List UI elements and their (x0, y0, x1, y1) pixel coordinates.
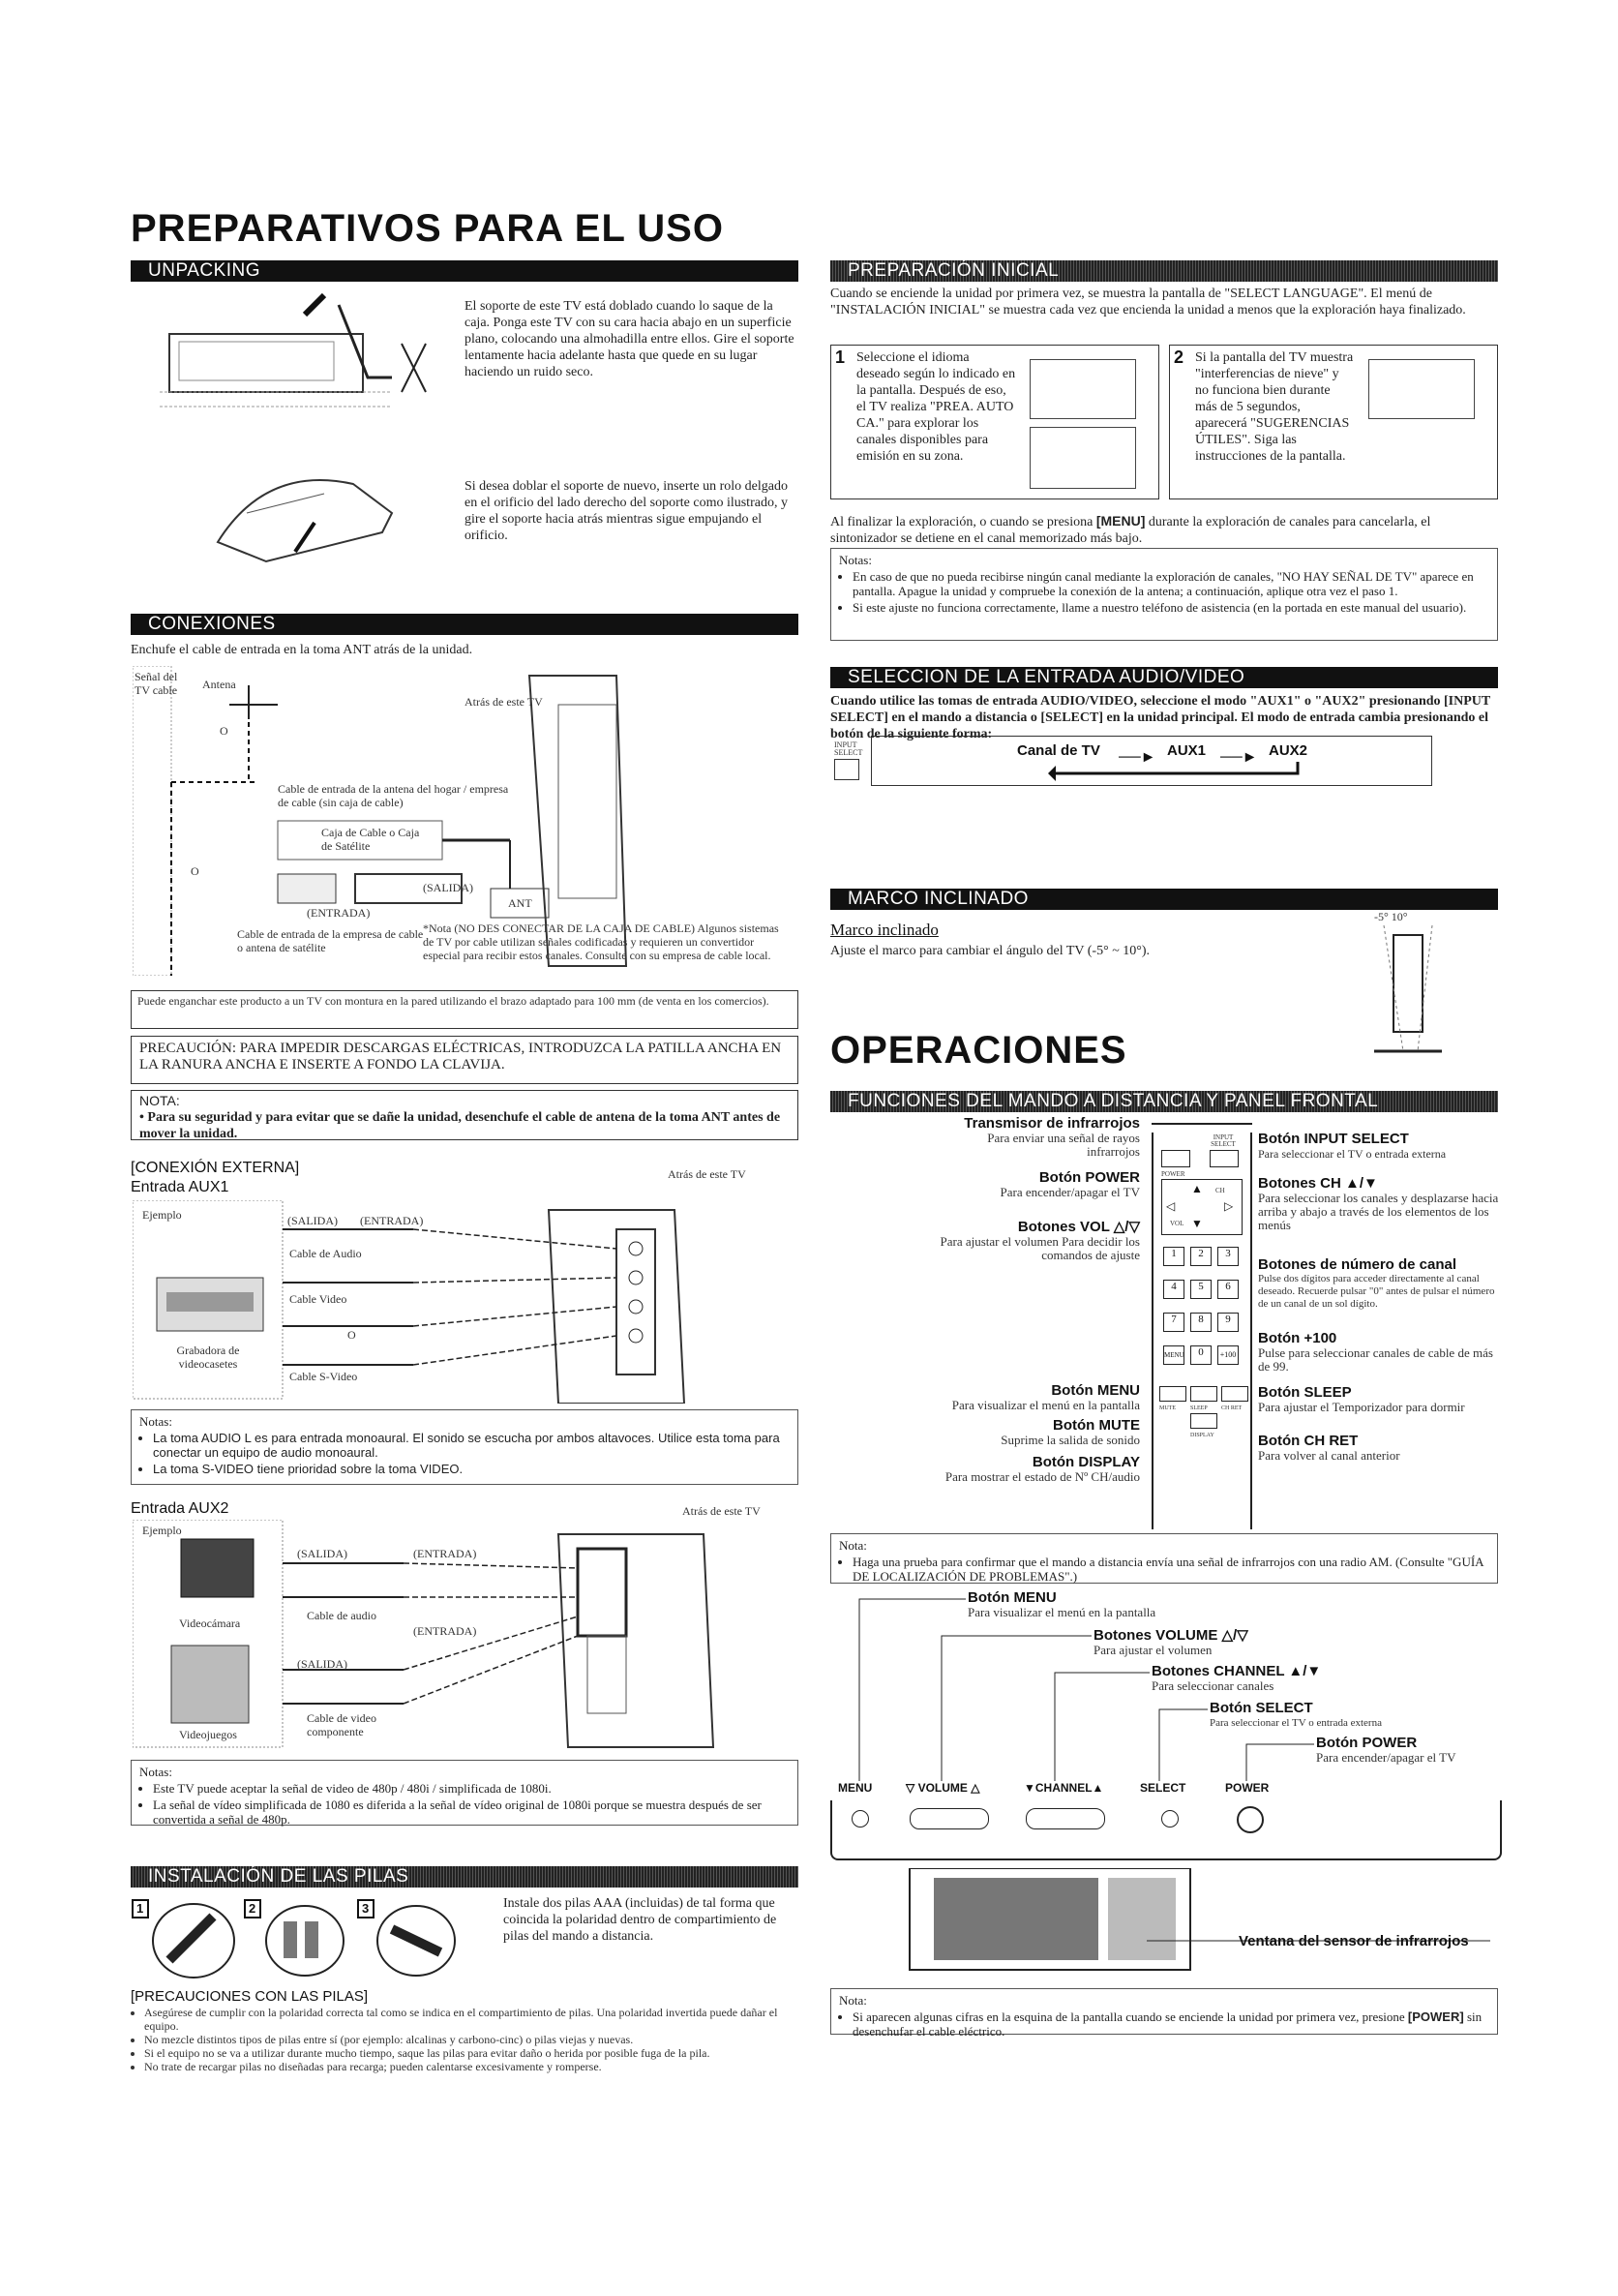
tv-cable-signal-label: Señal del TV cable (135, 670, 178, 697)
sleep-label: SLEEP (1190, 1405, 1208, 1411)
aux2-example-label: Ejemplo (142, 1524, 182, 1537)
back-tv-label: Atrás de este TV (464, 695, 543, 709)
remote-control (1152, 1133, 1252, 1529)
remote-note: Nota: • Haga una prueba para confirmar que el mando a distancia envía una señal de infrarrojos con una radio AM. (Consulte "GUÍA DE LOCALIZACIÓN DE PROBLEMAS".) (830, 1533, 1498, 1584)
company-cable-label: Cable de entrada de la empresa de cable o antena de satélite (237, 927, 424, 954)
number-pad (1163, 1247, 1241, 1382)
gaming-label: Videojuegos (179, 1728, 237, 1741)
functions-header: FUNCIONES DEL MANDO A DISTANCIA Y PANEL FRONTAL (830, 1091, 1498, 1112)
remote-input-select-button[interactable] (1210, 1150, 1239, 1167)
panel-callout-select: Botón SELECT Para seleccionar el TV o entrada externa (1210, 1700, 1382, 1729)
home-antenna-cable-label: Cable de entrada de la antena del hogar / empresa de cable (sin caja de cable) (278, 782, 509, 809)
input-flow-box (871, 736, 1432, 786)
aux1-or-label: O (347, 1328, 356, 1342)
panel-channel-buttons[interactable] (1026, 1808, 1105, 1829)
vcr-label: Grabadora de videocasetes (176, 1344, 240, 1371)
unpacking-text-1: El soporte de este TV está doblado cuando lo saque de la caja. Ponga este TV con su cara hacia abajo en un superficie plano, colocando una almohadilla entre ellos. Gire el soporte lentamente hacia adelante hasta que quede en su lugar haciendo un ruido seco. (464, 299, 794, 379)
ant-label: ANT (508, 896, 532, 910)
ch-down-button[interactable]: ▼ (1191, 1217, 1203, 1230)
aux2-title: Entrada AUX2 (131, 1500, 229, 1517)
key-1[interactable]: 1 (1163, 1247, 1184, 1266)
remote-input-select-label: INPUT SELECT (1211, 1133, 1236, 1148)
power-note: Nota: • Si aparecen algunas cifras en la esquina de la pantalla cuando se enciende la unidad por primera vez, presione [POWER] sin desenchufar el cable eléctrico. (830, 1988, 1498, 2035)
panel-power-label: POWER (1225, 1781, 1270, 1795)
av-selection-header: SELECCION DE LA ENTRADA AUDIO/VIDEO (830, 667, 1498, 688)
step-1-text: Seleccione el idioma deseado según lo indicado en la pantalla. Después de eso, el TV realiza "PREA. AUTO CA." para explorar los canales disponibles para emisión en su zona. (856, 350, 1016, 464)
key-4[interactable]: 4 (1163, 1280, 1184, 1299)
remote-right-labels: Botón INPUT SELECT Para seleccionar el TV o entrada externa Botones CH ▲/▼ Para seleccionar los canales y desplazarse hacia arriba y abajo a través de los elementos de los menús Botones de número de canal Pulse dos dígitos para acceder directamente al canal deseado. Recuerde pulsar "0" antes de pulsar el número de un canal de un sol dígito. Botón +100 Pulse para seleccionar canales de cable de más de 99. Botón SLEEP Para ajustar el Temporizador para dormir Botón CH RET Para volver al canal anterior (1258, 1131, 1499, 1463)
panel-channel-label: ▼CHANNEL▲ (1024, 1781, 1104, 1795)
aux2-diagram (133, 1520, 798, 1752)
battery-text: Instale dos pilas AAA (incluidas) de tal forma que coincida la polaridad dentro de compartimiento de pilas del mando a distancia. (503, 1896, 777, 1944)
display-label: DISPLAY (1190, 1433, 1214, 1438)
aux2-input-label-2: (ENTRADA) (413, 1624, 477, 1638)
battery-header: INSTALACIÓN DE LAS PILAS (131, 1866, 798, 1888)
flow-aux1: AUX1 (1167, 742, 1207, 759)
key-9[interactable]: 9 (1217, 1313, 1239, 1332)
step-3-number: 3 (362, 1901, 370, 1916)
after-scan-text: Al finalizar la exploración, o cuando se presiona [MENU] durante la exploración de canales para cancelarla, el sintonizador se detiene en el canal memorizado más bajo. (830, 513, 1431, 546)
vol-down-button[interactable]: ◁ (1166, 1199, 1176, 1213)
input-select-key-label: INPUT SELECT (834, 740, 863, 757)
aux2-back-label: Atrás de este TV (682, 1504, 761, 1518)
panel-menu-label: MENU (838, 1781, 873, 1795)
panel-menu-button[interactable] (852, 1810, 869, 1828)
video-cable-label: Cable Video (289, 1292, 347, 1306)
or-label-1: O (220, 724, 228, 738)
key-6[interactable]: 6 (1217, 1280, 1239, 1299)
step-1-box (830, 345, 1159, 499)
tilt-angles: -5° 10° (1374, 910, 1408, 923)
tips-screen-thumbnail (1368, 359, 1475, 419)
or-label-2: O (191, 864, 199, 878)
mute-label: MUTE (1159, 1405, 1176, 1411)
external-connection-title: [CONEXIÓN EXTERNA] (131, 1160, 300, 1176)
aux2-notes: Notas: • Este TV puede aceptar la señal de video de 480p / 480i / simplificada de 1080i. • La señal de vídeo simplificada de 1080 es diferida a la señal de vídeo original de 1080i porque se muestra después de ser convertida a señal de 480p. (131, 1760, 798, 1826)
operations-title: OPERACIONES (830, 1029, 1127, 1072)
av-selection-text: Cuando utilice las tomas de entrada AUDIO/VIDEO, seleccione el modo "AUX1" o "AUX2" presionando [INPUT SELECT] en el mando a distancia o [SELECT] en la unidad principal. El modo de entrada cambia presionando el botón de la siguiente forma: (830, 694, 1490, 741)
step-2-text: Si la pantalla del TV muestra "interferencias de nieve" y no funciona bien durante más de 5 segundos, aparecerá "SUGERENCIAS ÚTILES". Siga las instrucciones de la pantalla. (1195, 350, 1354, 464)
flow-return-arrow (1046, 762, 1317, 781)
battery-precautions-title: [PRECAUCIONES CON LAS PILAS] (131, 1988, 369, 2005)
chret-label: CH RET (1221, 1405, 1243, 1411)
aux1-example-label: Ejemplo (142, 1208, 182, 1222)
flow-aux2: AUX2 (1269, 742, 1308, 759)
output-label: (SALIDA) (423, 881, 473, 894)
remote-left-labels: Transmisor de infrarrojos Para enviar una señal de rayos infrarrojos Botón POWER Para encender/apagar el TV Botones VOL △/▽ Para ajustar el volumen Para decidir los comandos de ajuste Botón MENU Para visualizar el menú en la pantalla Botón MUTE Suprime la salida de sonido Botón DISPLAY Para mostrar el estado de Nº CH/audio (940, 1115, 1140, 1484)
step-1-number: 1 (136, 1901, 144, 1916)
tilt-title: Marco inclinado (830, 921, 939, 939)
antenna-label: Antena (202, 678, 236, 691)
flow-arrow-2: ──► (1220, 749, 1258, 766)
scan-screen-thumbnail (1030, 427, 1136, 489)
key-3[interactable]: 3 (1217, 1247, 1239, 1266)
step-2-box (1169, 345, 1498, 499)
flow-arrow-1: ──► (1119, 749, 1156, 766)
front-panel-labels (830, 1781, 1363, 1800)
preparation-intro: Cuando se enciende la unidad por primera vez, se muestra la pantalla de "SELECT LANGUAGE". El menú de "INSTALACIÓN INICIAL" se muestra cada vez que encienda la unidad a menos que la exploración haya finalizado. (830, 287, 1466, 317)
aux1-input-label: (ENTRADA) (360, 1214, 424, 1227)
key-5[interactable]: 5 (1190, 1280, 1212, 1299)
tilt-text: Ajuste el marco para cambiar el ángulo del TV (-5° ~ 10°). (830, 944, 1151, 958)
preparation-notes: Notas: • En caso de que no pueda recibirse ningún canal mediante la exploración de canales, "NO HAY SEÑAL DE TV" aparece en pantalla. Apague la unidad y compruebe la conexión de la antena; a continuación, aplique otra vez el paso 1. • Si este ajuste no funciona correctamente, llame a nuestro teléfono de asistencia (en la portada en este manual del usuario). (830, 548, 1498, 641)
remote-power-button[interactable] (1161, 1150, 1190, 1167)
aux1-notes: Notas: • La toma AUDIO L es para entrada monoaural. El sonido se escucha por ambos altavoces. Utilice esta toma para conectar un equipo de audio monoaural. • La toma S-VIDEO tiene prioridad sobre la toma VIDEO. (131, 1409, 798, 1485)
key-menu[interactable]: MENU (1163, 1345, 1184, 1365)
antenna-diagram (133, 666, 798, 976)
stand-fold-illustration (208, 455, 402, 571)
remote-ch-label: CH (1215, 1187, 1225, 1194)
unpacking-illustration (160, 286, 440, 421)
nota-box: NOTA: • Para su seguridad y para evitar que se dañe la unidad, desenchufe el cable de antena de la toma ANT antes de mover la unidad. (131, 1090, 798, 1140)
vol-up-button[interactable]: ▷ (1224, 1199, 1234, 1213)
unpacking-text-2: Si desea doblar el soporte de nuevo, inserte un rolo delgado en el orificio del lado derecho del soporte como ilustrado, y gire el soporte hacia atrás mientras sigue empujando el orificio. (464, 479, 788, 543)
front-panel (830, 1800, 1502, 1860)
panel-select-button[interactable] (1161, 1810, 1179, 1828)
tilt-header: MARCO INCLINADO (830, 889, 1498, 910)
aux2-audio-cable-label: Cable de audio (307, 1609, 376, 1622)
step-2-label: 2 (1174, 347, 1184, 367)
remote-power-label: POWER (1161, 1170, 1185, 1178)
key-ch-ret[interactable] (1221, 1386, 1248, 1402)
caution-box: PRECAUCIÓN: PARA IMPEDIR DESCARGAS ELÉCTRICAS, INTRODUZCA LA PATILLA ANCHA EN LA RANURA ANCHA E INSERTE A FONDO LA CLAVIJA. (131, 1036, 798, 1084)
key-sleep[interactable] (1190, 1386, 1217, 1402)
panel-callout-menu: Botón MENU Para visualizar el menú en la pantalla (968, 1589, 1156, 1619)
input-label: (ENTRADA) (307, 906, 371, 920)
key-plus100[interactable]: +100 (1217, 1345, 1239, 1365)
battery-illustration (131, 1892, 479, 1981)
ch-up-button[interactable]: ▲ (1191, 1182, 1203, 1195)
key-display[interactable] (1190, 1413, 1217, 1429)
aux1-title: Entrada AUX1 (131, 1179, 229, 1195)
bottom-keys (1159, 1386, 1246, 1438)
svideo-cable-label: Cable S-Video (289, 1370, 358, 1383)
panel-select-label: SELECT (1140, 1781, 1186, 1795)
preparation-header: PREPARACIÓN INICIAL (830, 260, 1498, 282)
aux1-output-label: (SALIDA) (287, 1214, 338, 1227)
remote-dpad (1161, 1179, 1243, 1235)
flow-tv: Canal de TV (1017, 742, 1100, 759)
remote-vol-label: VOL (1170, 1220, 1184, 1227)
cable-box-label: Caja de Cable o Caja de Satélite (321, 826, 420, 853)
panel-power-button[interactable] (1237, 1806, 1264, 1833)
conexiones-header: CONEXIONES (131, 614, 798, 635)
step-1-label: 1 (835, 347, 846, 367)
panel-leader-lines (830, 1597, 1372, 1791)
battery-precautions-list: • Asegúrese de cumplir con la polaridad correcta tal como se indica en el compartimiento de pilas. Una polaridad invertida puede dañar el equipo. • No mezcle distintos tipos de pilas entre sí (por ejemplo: alcalinas y carbono-cinc) o pilas viejas y nuevas. • Si el equipo no se va a utilizar durante mucho tiempo, saque las pilas para evitar daño o herida por posible fuga de la pila. • No trate de recargar pilas no diseñadas para recarga; pueden calentarse excesivamente y romperse. (131, 2006, 812, 2073)
key-2[interactable]: 2 (1190, 1247, 1212, 1266)
aux1-diagram (133, 1200, 798, 1404)
aux2-output-label: (SALIDA) (297, 1547, 347, 1560)
panel-volume-label: ▽ VOLUME △ (906, 1781, 980, 1795)
panel-callout-volume: Botones VOLUME △/▽ Para ajustar el volumen (1094, 1627, 1248, 1657)
ir-sensor-label: Ventana del sensor de infrarrojos (1239, 1933, 1469, 1949)
panel-callout-channel: Botones CHANNEL ▲/▼ Para seleccionar canales (1152, 1663, 1322, 1693)
panel-callout-power: Botón POWER Para encender/apagar el TV (1316, 1735, 1456, 1765)
language-screen-thumbnail (1030, 359, 1136, 419)
component-cable-label: Cable de video componente (307, 1711, 376, 1738)
key-mute[interactable] (1159, 1386, 1186, 1402)
tv-front-illustration (890, 1868, 1510, 1975)
unpacking-header: UNPACKING (131, 260, 798, 282)
aux2-input-label: (ENTRADA) (413, 1547, 477, 1560)
aux2-output-label-2: (SALIDA) (297, 1657, 347, 1671)
key-8[interactable]: 8 (1190, 1313, 1212, 1332)
camcorder-label: Videocámara (179, 1616, 241, 1630)
audio-cable-label: Cable de Audio (289, 1247, 362, 1260)
input-select-key (834, 759, 859, 780)
wall-mount-note: Puede enganchar este producto a un TV con montura en la pared utilizando el brazo adaptado para 100 mm (de venta en los comercios). (131, 990, 798, 1029)
aux1-back-label: Atrás de este TV (668, 1167, 746, 1181)
key-7[interactable]: 7 (1163, 1313, 1184, 1332)
page-title: PREPARATIVOS PARA EL USO (131, 207, 724, 250)
tilt-tv-illustration (1364, 925, 1481, 1061)
conexiones-intro: Enchufe el cable de entrada en la toma ANT atrás de la unidad. (131, 643, 473, 657)
key-0[interactable]: 0 (1190, 1345, 1212, 1365)
cable-box-note: *Nota (NO DES CONECTAR DE LA CAJA DE CABLE) Algunos sistemas de TV por cable utilizan señales codificadas y requieren un convertidor especial para recibir estos canales. Consulte con su empresa de cable local. (423, 921, 779, 962)
step-2-number: 2 (249, 1901, 256, 1916)
panel-volume-buttons[interactable] (910, 1808, 989, 1829)
